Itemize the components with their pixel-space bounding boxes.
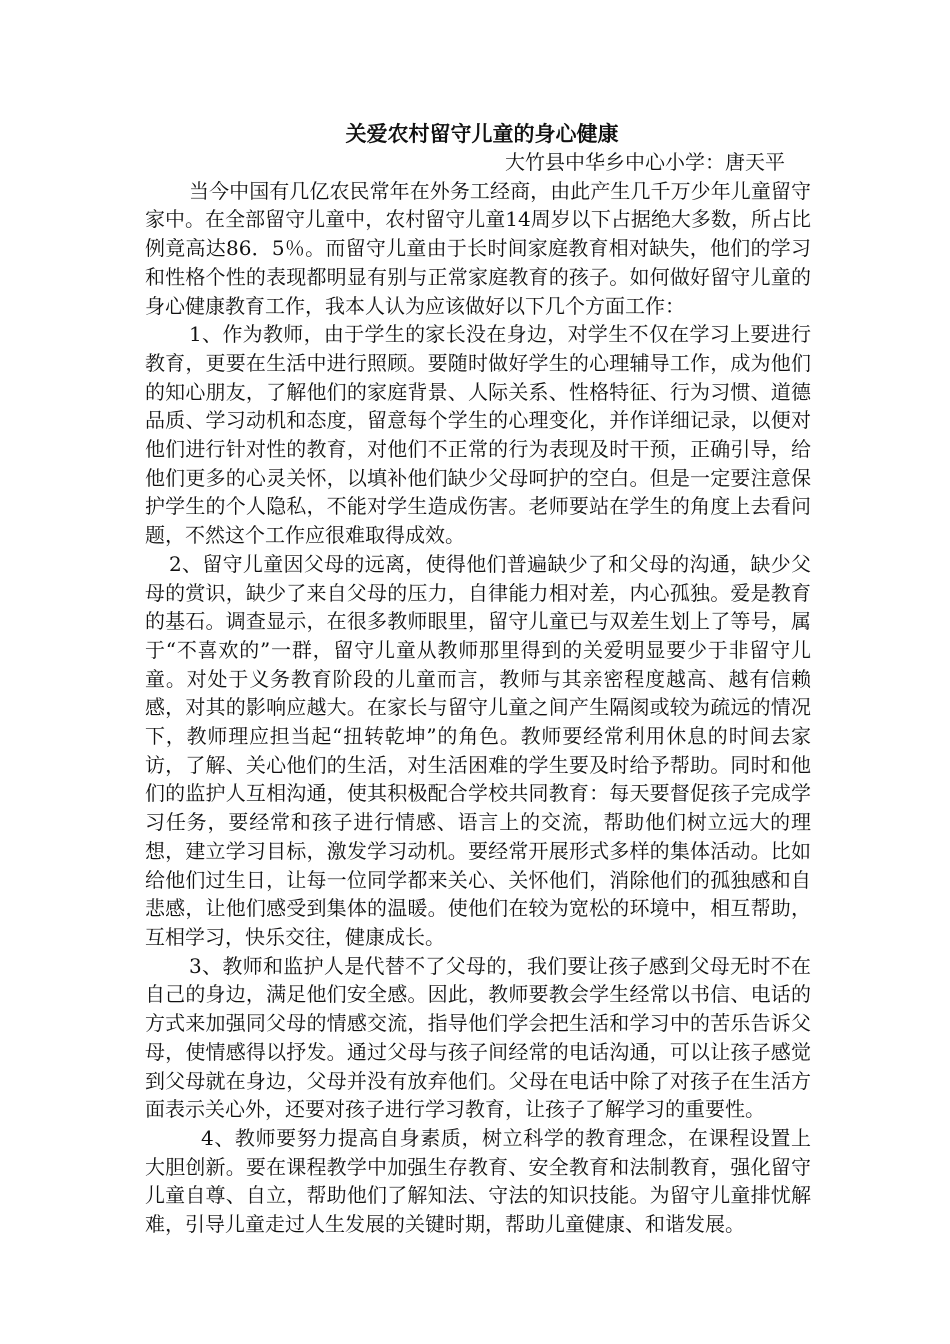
intro-paragraph: 当今中国有几亿农民常年在外务工经商，由此产生几千万少年儿童留守家中。在全部留守儿童中，农村留守儿童14周岁以下占据绝大多数，所占比例竟高达86．5％。而留守儿童由于长时间家庭教育相对缺失，他们的学习和性格个性的表现都明显有别与正常家庭教育的孩子。如何做好留守儿童的身心健康教育工作，我本人认为应该做好以下几个方面工作： <box>145 178 811 318</box>
author-byline: 大竹县中华乡中心小学：唐天平 <box>505 150 785 174</box>
paragraph-1: 1、作为教师，由于学生的家长没在身边，对学生不仅在学习上要进行教育，更要在生活中进行照顾。要随时做好学生的心理辅导工作，成为他们的知心朋友，了解他们的家庭背景、人际关系、性格特征、行为习惯、道德品质、学习动机和态度，留意每个学生的心理变化，并作详细记录，以便对他们进行针对性的教育，对他们不正常的行为表现及时干预，正确引导，给他们更多的心灵关怀，以填补他们缺少父母呵护的空白。但是一定要注意保护学生的个人隐私，不能对学生造成伤害。老师要站在学生的角度上去看问题，不然这个工作应很难取得成效。 <box>145 322 811 548</box>
document-body <box>145 120 811 1239</box>
paragraph-3: 3、教师和监护人是代替不了父母的，我们要让孩子感到父母无时不在自己的身边，满足他们安全感。因此，教师要教会学生经常以书信、电话的方式来加强同父母的情感交流，指导他们学会把生活和学习中的苦乐告诉父母，使情感得以抒发。通过父母与孩子间经常的电话沟通，可以让孩子感觉到父母就在身边，父母并没有放弃他们。父母在电话中除了对孩子在生活方面表示关心外，还要对孩子进行学习教育，让孩子了解学习的重要性。 <box>145 953 811 1122</box>
document-title: 关爱农村留守儿童的身心健康 <box>345 121 619 146</box>
paragraph-4: 4、教师要努力提高自身素质，树立科学的教育理念，在课程设置上大胆创新。要在课程教学中加强生存教育、安全教育和法制教育，强化留守儿童自尊、自立，帮助他们了解知法、守法的知识技能。为留守儿童排忧解难，引导儿童走过人生发展的关键时期，帮助儿童健康、和谐发展。 <box>145 1125 811 1237</box>
paragraph-2: 2、留守儿童因父母的远离，使得他们普遍缺少了和父母的沟通，缺少父母的赏识，缺少了来自父母的压力，自律能力相对差，内心孤独。爱是教育的基石。调查显示，在很多教师眼里，留守儿童已与双差生划上了等号，属于“不喜欢的”一群，留守儿童从教师那里得到的关爱明显要少于非留守儿童。对处于义务教育阶段的儿童而言，教师与其亲密程度越高、越有信赖感，对其的影响应越大。在家长与留守儿童之间产生隔阂或较为疏远的情况下，教师理应担当起“扭转乾坤”的角色。教师要经常利用休息的时间去家访，了解、关心他们的生活，对生活困难的学生要及时给予帮助。同时和他们的监护人互相沟通，使其积极配合学校共同教育：每天要督促孩子完成学习任务，要经常和孩子进行情感、语言上的交流，帮助他们树立远大的理想，建立学习目标，激发学习动机。要经常开展形式多样的集体活动。比如给他们过生日，让每一位同学都来关心、关怀他们，消除他们的孤独感和自悲感，让他们感受到集体的温暖。使他们在较为宽松的环境中，相互帮助，互相学习，快乐交往，健康成长。 <box>145 551 811 949</box>
